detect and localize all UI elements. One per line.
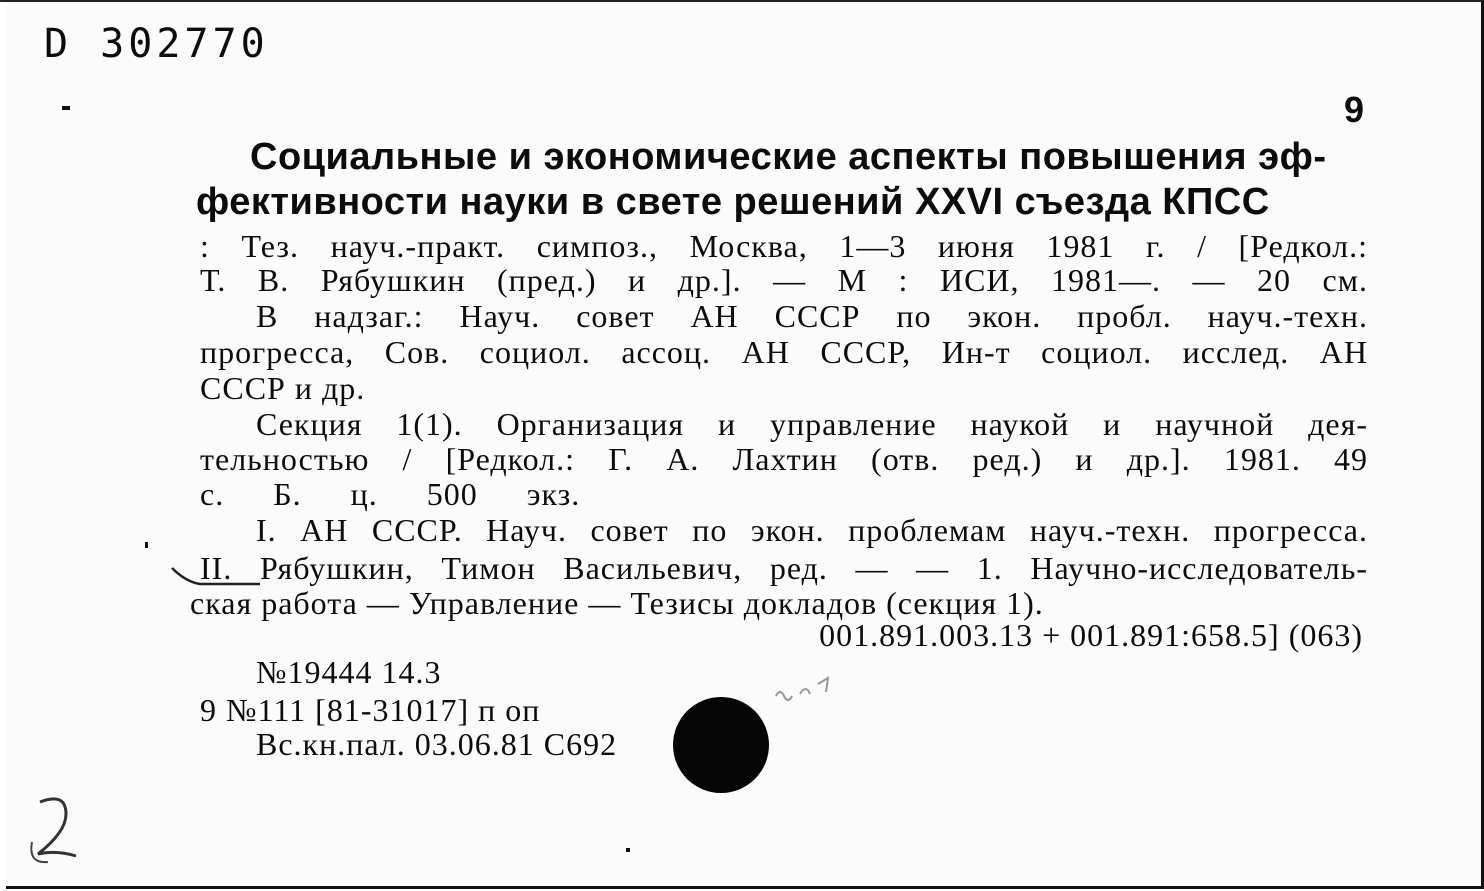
handwritten-mark (26, 792, 90, 868)
body-line-4: прогресса, Сов. социол. ассоц. АН СССР, Ин-т социол. исслед. АН (200, 334, 1368, 370)
body-line-6: Секция 1(1). Организация и управление наукой и научной дея- (256, 406, 1368, 442)
inventory-number: D 302770 (44, 21, 269, 67)
body-line-8: с. Б. ц. 500 экз. (200, 476, 581, 512)
footer-line-3: Вс.кн.пал. 03.06.81 С692 (256, 726, 618, 762)
punched-hole (673, 697, 769, 793)
body-line-5: СССР и др. (200, 370, 366, 406)
footer-line-2: 9 №111 [81-31017] п оп (200, 692, 541, 728)
title-line-1: Социальные и экономические аспекты повышения эф- (250, 136, 1327, 178)
body-line-3: В надзаг.: Науч. совет АН СССР по экон. пробл. науч.-техн. (256, 298, 1368, 334)
pencil-underline-mark (168, 562, 268, 592)
faint-scribble-mark (770, 674, 840, 714)
body-line-1: : Тез. науч.-практ. симпоз., Москва, 1—3 июня 1981 г. / [Редкол.: (200, 228, 1368, 264)
body-line-2: Т. В. Рябушкин (пред.) и др.]. — М : ИСИ, 1981—. — 20 см. (200, 262, 1368, 298)
page-number: 9 (1344, 89, 1365, 130)
body-line-9: I. АН СССР. Науч. совет по экон. проблемам науч.-техн. прогресса. (256, 512, 1368, 548)
footer-line-1: №19444 14.3 (256, 654, 442, 690)
body-line-11: ская работа — Управление — Тезисы докладов (секция 1). (190, 585, 1044, 621)
card-left-edge (0, 2, 6, 891)
udc-line: 001.891.003.13 + 001.891:658.5] (063) (819, 617, 1363, 653)
title-line-2: фективности науки в свете решений XXVI съезда КПСС (196, 181, 1270, 223)
ink-speck (626, 848, 630, 852)
body-line-7: тельностью / [Редкол.: Г. А. Лахтин (отв. ред.) и др.]. 1981. 49 (200, 441, 1368, 477)
ink-speck (145, 542, 148, 548)
body-line-10: II. Рябушкин, Тимон Васильевич, ред. — — 1. Научно-исследователь- (200, 550, 1368, 586)
ink-speck (62, 106, 70, 110)
